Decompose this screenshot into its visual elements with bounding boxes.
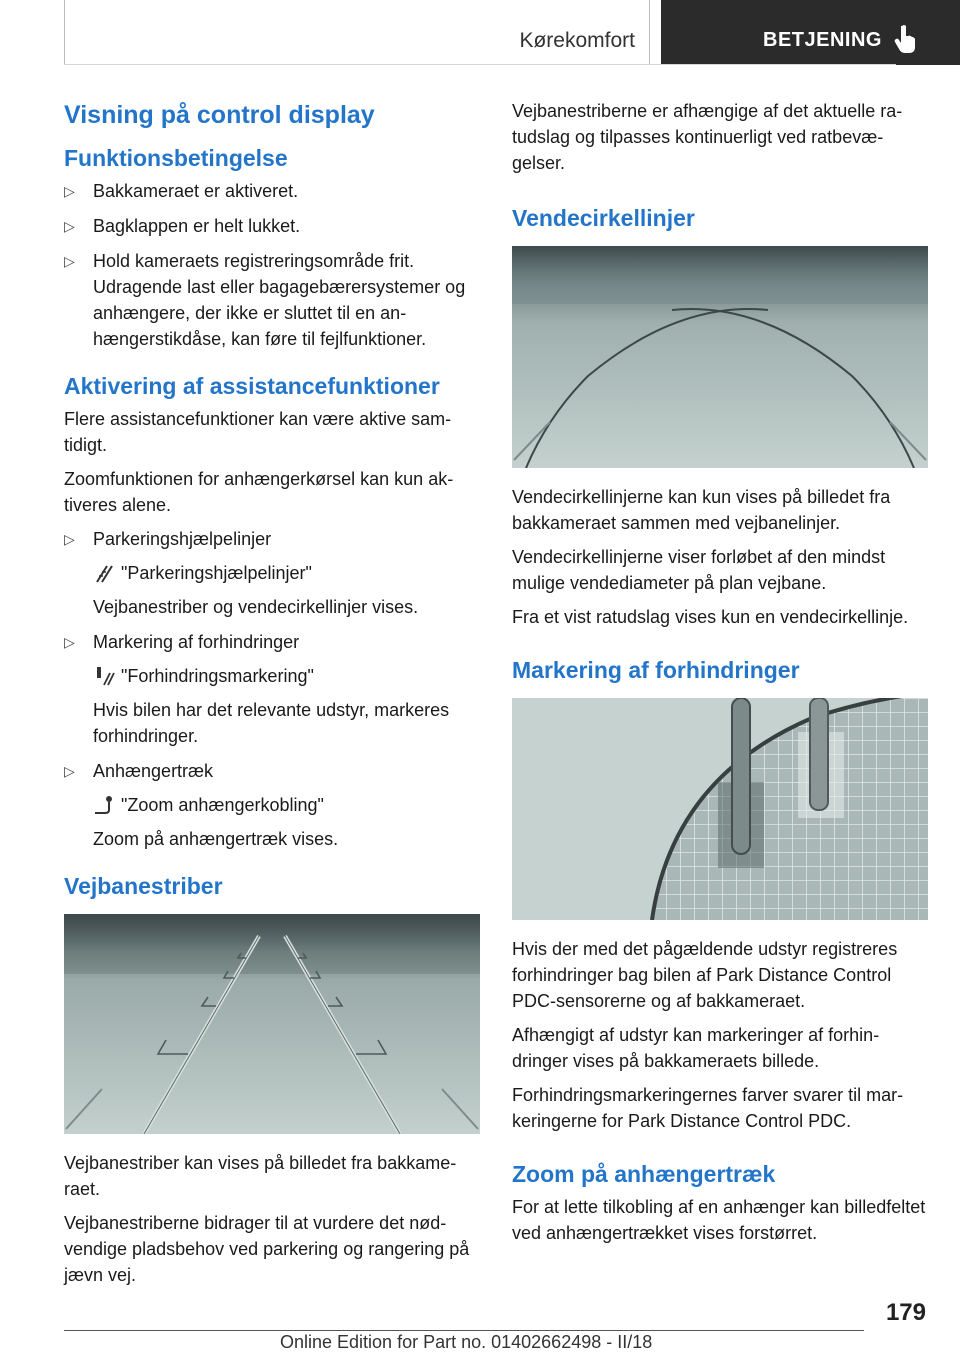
- menu-label-trailer-hitch[interactable]: "Zoom anhængerkobling": [121, 795, 324, 815]
- hand-pointer-icon: [893, 24, 919, 54]
- page-number: 179: [885, 1299, 926, 1326]
- function-description: Vejbanestriber og vendecirkellinjer vises.: [93, 597, 419, 617]
- header-rule: [64, 64, 896, 65]
- hitch-zoom-heading: Zoom på anhængertræk: [512, 1161, 776, 1187]
- menu-label-parking-lines[interactable]: "Parkeringshjælpelinjer": [121, 563, 312, 583]
- footer-rule: [64, 1330, 864, 1331]
- section-tab[interactable]: [661, 0, 960, 65]
- obstacle-text-1: Hvis der med det pågældende udstyr registreres forhindringer bag bilen af Park Distance Control PDC-sensorerne og af bakkameraet.: [512, 939, 898, 1011]
- chapter-tab-label: Kørekomfort: [519, 29, 635, 52]
- turning-circle-text-2: Vendecirkellinjerne viser forløbet af den mindst mulige vendediameter på plan vejbane.: [512, 547, 886, 593]
- obstacle-marking-icon[interactable]: [93, 665, 115, 687]
- activation-text-1: Flere assistancefunktioner kan være aktive samtidigt.: [64, 409, 452, 455]
- list-item: ▷ Bakkameraet er aktiveret.: [64, 178, 482, 204]
- trailer-hitch-icon[interactable]: [93, 794, 115, 816]
- section-tab-label: BETJENING: [763, 29, 882, 51]
- turning-circle-text-1: Vendecirkellinjerne kan kun vises på billedet fra bakkameraet sammen med vejbanelinjer.: [512, 487, 891, 533]
- parking-lines-icon[interactable]: [93, 562, 115, 584]
- conditions-list: [64, 178, 482, 352]
- obstacle-heading: Markering af forhindringer: [512, 657, 800, 683]
- list-item: ▷ Hold kameraets registreringsområde frit. Udragende last eller bagagebærersystemer og anhængere, der ikke er sluttet til en anhængerstikdåse, kan føre til fejlfunktioner.: [64, 248, 482, 352]
- chapter-tab[interactable]: [64, 0, 650, 65]
- left-column: [64, 98, 482, 1296]
- obstacle-text-3: Forhindringsmarkeringernes farver svarer til markeringerne for Park Distance Control PDC.: [512, 1085, 904, 1131]
- function-item-parking-lines: ▷ Parkeringshjælpelinjer "Parkeringshjælpelinjer" Vejbanestriber og vendecirkellinjer vises.: [64, 526, 482, 620]
- lane-lines-image: [64, 914, 480, 1134]
- obstacle-text-2: Afhængigt af udstyr kan markeringer af forhindringer vises på bakkameraets billede.: [512, 1025, 880, 1071]
- activation-heading: Aktivering af assistancefunktioner: [64, 373, 440, 399]
- edition-footer: Online Edition for Part no. 01402662498 - II/18: [280, 1332, 653, 1352]
- lane-lines-text-3: Vejbanestriberne er afhængige af det aktuelle ratudslag og tilpasses kontinuerligt ved ratbevægelser.: [512, 101, 903, 173]
- functions-list: [64, 526, 482, 852]
- obstacle-image: [512, 698, 928, 920]
- right-column: [512, 98, 928, 1254]
- lane-lines-heading: Vejbanestriber: [64, 873, 223, 899]
- function-description: Zoom på anhængertræk vises.: [93, 829, 339, 849]
- lane-lines-text-1: Vejbanestriber kan vises på billedet fra bakkameraet.: [64, 1153, 457, 1199]
- triangle-bullet-icon: ▷: [64, 531, 75, 547]
- triangle-bullet-icon: ▷: [64, 634, 75, 650]
- turning-circle-text-3: Fra et vist ratudslag vises kun en vendecirkellinje.: [512, 607, 909, 627]
- turning-circle-heading: Vendecirkellinjer: [512, 205, 695, 231]
- list-item: ▷ Bagklappen er helt lukket.: [64, 213, 482, 239]
- turning-circle-image: [512, 246, 928, 468]
- hitch-zoom-text: For at lette tilkobling af en anhænger kan billedfeltet ved anhængertrækket vises forstørret.: [512, 1197, 926, 1243]
- triangle-bullet-icon: ▷: [64, 183, 75, 199]
- menu-label-obstacle-marking[interactable]: "Forhindringsmarkering": [121, 666, 314, 686]
- triangle-bullet-icon: ▷: [64, 253, 75, 269]
- function-description: Hvis bilen har det relevante udstyr, markeres forhindringer.: [93, 700, 450, 746]
- conditions-heading: Funktionsbetingelse: [64, 145, 288, 171]
- lane-lines-text-2: Vejbanestriberne bidrager til at vurdere det nødvendige pladsbehov ved parkering og rangering på jævn vej.: [64, 1213, 470, 1285]
- page-title: Visning på control display: [64, 101, 375, 129]
- activation-text-2: Zoomfunktionen for anhængerkørsel kan kun aktiveres alene.: [64, 469, 454, 515]
- function-item-obstacle-marking: ▷ Markering af forhindringer "Forhindringsmarkering" Hvis bilen har det relevante udstyr, markeres forhindringer.: [64, 629, 482, 749]
- function-item-trailer-hitch: ▷ Anhængertræk "Zoom anhængerkobling" Zoom på anhængertræk vises.: [64, 758, 482, 852]
- triangle-bullet-icon: ▷: [64, 763, 75, 779]
- triangle-bullet-icon: ▷: [64, 218, 75, 234]
